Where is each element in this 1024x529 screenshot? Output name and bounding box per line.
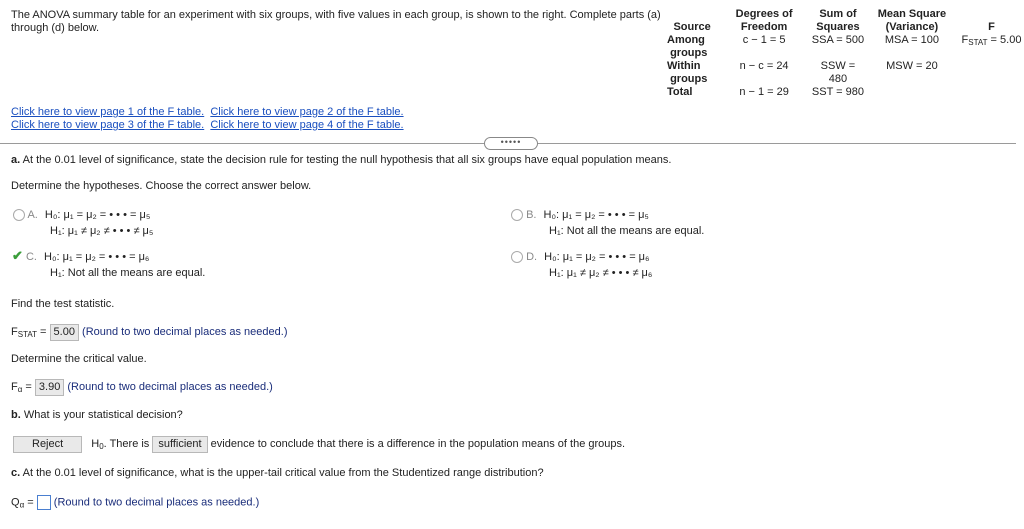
row-total-f — [959, 86, 1024, 99]
qalpha-row: $Q_\alpha$ = (Round to two decimal places as needed.) — [11, 496, 260, 510]
anova-row-among — [663, 34, 1024, 60]
part-b-question: b. What is your statistical decision? — [11, 409, 183, 421]
falpha-row: $F_\alpha = 3.90$ (Round to two decimal places as needed.) — [11, 381, 273, 394]
row-among-f: $F_{STAT} = 5.00$ — [961, 34, 1022, 47]
part-c-question: c. At the 0.01 level of significance, what is the upper-tail critical value from the Studentized range distribution? — [11, 467, 544, 479]
option-b-h0: H₀: μ₁ = μ₂ = • • • = μ₅ — [543, 209, 649, 221]
anova-header-row — [663, 8, 1024, 34]
header-df: Degrees of Freedom — [735, 8, 793, 33]
part-a-question: a. At the 0.01 level of significance, state the decision rule for testing the null hypothesis that all six groups have equal population means. — [11, 154, 672, 166]
row-within-source: Within groups — [667, 60, 708, 85]
f-table-page-3-link[interactable]: Click here to view page 3 of the F table. — [11, 119, 205, 131]
find-test-statistic-label: Find the test statistic. — [11, 298, 115, 310]
option-b-h1: H₁: Not all the means are equal. — [549, 225, 705, 237]
option-d[interactable] — [511, 250, 649, 264]
row-among-source: Among groups — [667, 34, 708, 59]
hypotheses-prompt: Determine the hypotheses. Choose the correct answer below. — [11, 180, 312, 192]
option-c-h0: H₀: μ₁ = μ₂ = • • • = μ₆ — [44, 251, 150, 263]
qalpha-answer-input[interactable] — [37, 495, 51, 510]
anova-summary-table — [663, 8, 1024, 99]
qalpha-hint: (Round to two decimal places as needed.) — [53, 496, 260, 509]
falpha-answer-box[interactable]: 3.90 — [35, 379, 64, 396]
option-a-h0: H₀: μ₁ = μ₂ = • • • = μ₅ — [44, 209, 151, 221]
option-a-h1: H₁: μ₁ ≠ μ₂ ≠ • • • ≠ μ₅ — [50, 225, 154, 237]
decision-mid-text: . There is — [103, 438, 150, 450]
critical-value-prompt: Determine the critical value. — [11, 353, 147, 365]
problem-intro: The ANOVA summary table for an experiment with six groups, with five values in each group, is shown to the right. Complete parts (a) through (d) below. — [11, 9, 661, 34]
row-among-ss: SSA = 500 — [811, 34, 865, 46]
header-source: Source — [673, 21, 711, 33]
header-ms: Mean Square (Variance) — [877, 8, 947, 33]
row-total-source: Total — [667, 86, 693, 98]
checkmark-icon: ✔ — [12, 248, 23, 263]
header-ss: Sum of Squares — [816, 8, 860, 33]
fstat-hint: (Round to two decimal places as needed.) — [82, 326, 288, 338]
f-table-page-4-link[interactable]: Click here to view page 4 of the F table. — [210, 119, 404, 131]
header-f: F — [988, 21, 995, 33]
h0-label: $H_0$ — [91, 438, 104, 451]
f-table-links — [11, 106, 404, 132]
expand-more-button[interactable]: ••••• — [484, 137, 538, 150]
option-c[interactable] — [12, 249, 149, 264]
row-among-ms: MSA = 100 — [884, 34, 939, 46]
row-total-ms — [865, 86, 959, 99]
fstat-answer-box[interactable]: 5.00 — [50, 324, 79, 341]
option-b[interactable] — [511, 208, 649, 222]
option-b-letter: B. — [526, 209, 537, 221]
decision-row — [13, 436, 625, 453]
f-table-page-1-link[interactable]: Click here to view page 1 of the F table. — [11, 106, 205, 118]
option-a-letter: A. — [27, 209, 38, 221]
option-c-h1: H₁: Not all the means are equal. — [50, 267, 206, 279]
decision-conclusion-text: evidence to conclude that there is a difference in the population means of the groups. — [210, 438, 626, 450]
decision-dropdown[interactable]: Reject — [13, 436, 82, 453]
row-within-df: n − c = 24 — [739, 60, 789, 72]
row-within-ss: SSW = 480 — [820, 60, 856, 85]
option-a[interactable] — [13, 208, 150, 222]
option-c-letter: C. — [25, 251, 37, 263]
evidence-dropdown[interactable]: sufficient — [152, 436, 207, 453]
row-among-df: c − 1 = 5 — [742, 34, 786, 46]
row-total-ss: SST = 980 — [811, 86, 864, 98]
option-b-radio[interactable] — [511, 209, 523, 221]
option-d-letter: D. — [526, 251, 538, 263]
anova-row-total — [663, 86, 1024, 99]
fstat-row: $F_{STAT} = 5.00$ (Round to two decimal places as needed.) — [11, 326, 288, 339]
option-d-h1: H₁: μ₁ ≠ μ₂ ≠ • • • ≠ μ₆ — [549, 267, 653, 279]
f-table-page-2-link[interactable]: Click here to view page 2 of the F table. — [210, 106, 404, 118]
falpha-hint: (Round to two decimal places as needed.) — [67, 381, 273, 393]
row-total-df: n − 1 = 29 — [739, 86, 789, 98]
row-within-f — [959, 60, 1024, 86]
option-d-h0: H₀: μ₁ = μ₂ = • • • = μ₆ — [544, 251, 650, 263]
anova-row-within — [663, 60, 1024, 86]
option-a-radio[interactable] — [13, 209, 25, 221]
option-d-radio[interactable] — [511, 251, 523, 263]
row-within-ms: MSW = 20 — [886, 60, 938, 72]
